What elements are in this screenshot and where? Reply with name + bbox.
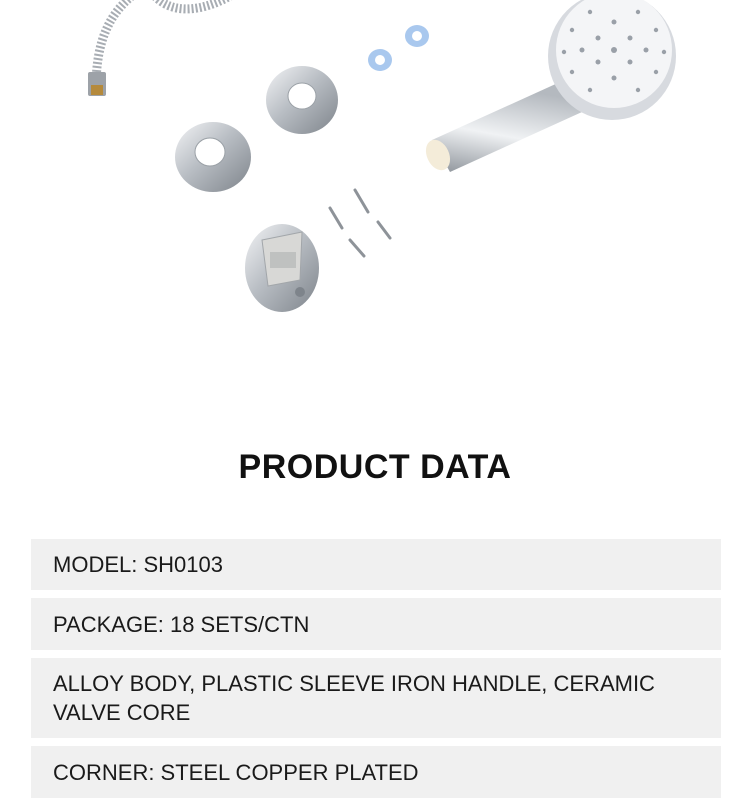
spec-text: ALLOY BODY, PLASTIC SLEEVE IRON HANDLE, CERAMIC VALVE CORE [53,671,655,725]
escutcheon-ring-small [266,66,338,134]
spec-text: PACKAGE: 18 SETS/CTN [53,611,310,637]
spec-list [31,539,721,806]
escutcheon-ring-large [175,122,251,192]
shower-head [421,0,676,174]
spec-text: MODEL: SH0103 [53,552,223,577]
product-photo [0,0,750,400]
spec-row-model [31,539,721,590]
product-data-title: PRODUCT DATA [238,448,512,486]
hose [88,0,240,96]
wall-holder [245,224,319,312]
spec-text: CORNER: STEEL COPPER PLATED [53,759,419,785]
spec-row-corner [31,746,721,798]
spec-row-material [31,658,721,738]
screws [330,190,390,256]
spec-row-package [31,598,721,650]
washers [368,25,429,71]
